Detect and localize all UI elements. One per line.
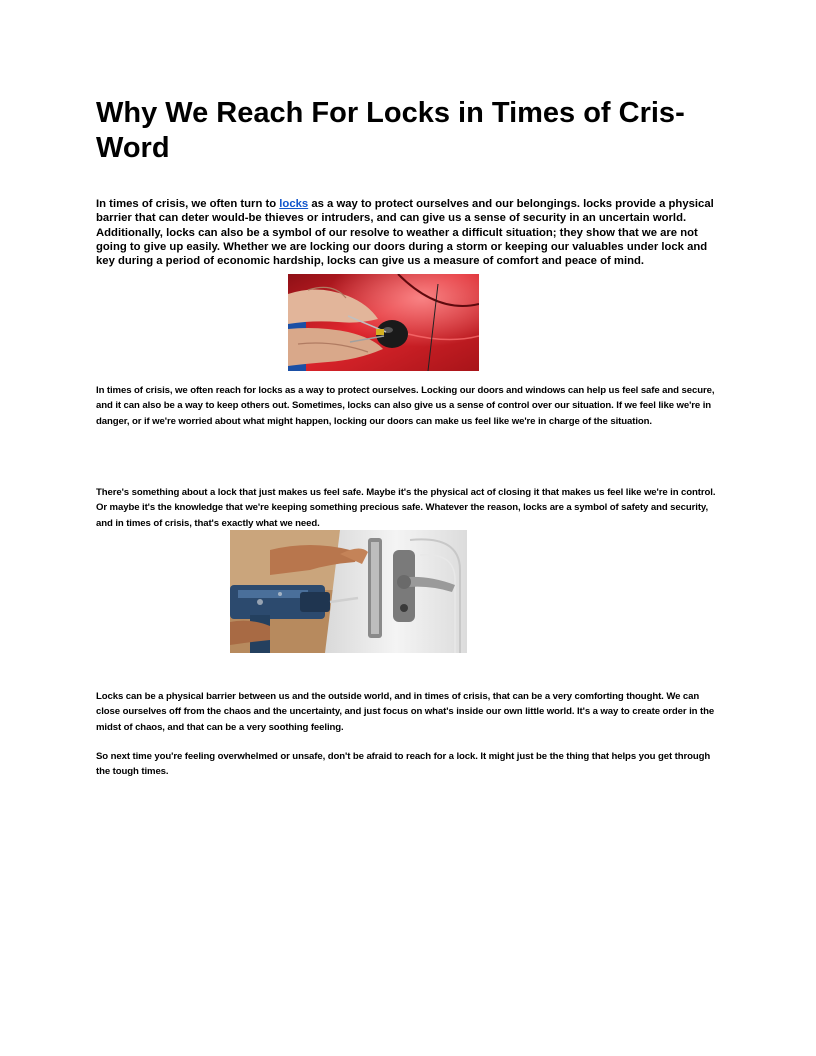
article-title: Why We Reach For Locks in Times of Cris-Word bbox=[96, 97, 685, 164]
paragraph-4: Locks can be a physical barrier between us and the outside world, and in times of crisis, that can be a very comforting thought. We can close ourselves off from the chaos and the uncertainty, and just focus on what's inside our own little world. It's a way to create order in the midst of chaos, and that can be a very soothing feeling. bbox=[96, 691, 715, 733]
intro-text-start: In times of crisis, we often turn to bbox=[96, 198, 280, 210]
intro-text-end: as a way to protect ourselves and our belongings. locks provide a physical barrier that can deter would-be thieves or intruders, and can give us a sense of security in an uncertain world. Additionally, locks can also be a symbol of our resolve to weather a difficult situation; they show that we are not going to give up easily. Whether we are locking our doors during a storm or keeping our valuables under lock and key during a period of economic hardship, locks can give us a measure of comfort and peace of mind. bbox=[96, 198, 714, 268]
door-lock-photo bbox=[230, 530, 467, 653]
car-lock-illustration bbox=[288, 274, 479, 371]
intro-paragraph bbox=[96, 197, 726, 268]
locks-link[interactable]: locks bbox=[279, 198, 309, 210]
paragraph-2: In times of crisis, we often reach for locks as a way to protect ourselves. Locking our doors and windows can help us feel safe and secure, and it can also be a way to keep others out. Sometimes, locks can also give us a sense of control over our situation. If we feel like we're in danger, or if we're worried about what might happen, locking our doors can make us feel like we're in charge of the situation. bbox=[96, 385, 715, 427]
door-lock-illustration bbox=[230, 530, 467, 653]
paragraph-3: There's something about a lock that just makes us feel safe. Maybe it's the physical act of closing it that makes us feel like we're in control. Or maybe it's the knowledge that we're keeping something precious safe. Whatever the reason, locks are a symbol of safety and security, and in times of crisis, that's exactly what we need. bbox=[96, 487, 716, 529]
paragraph-5: So next time you're feeling overwhelmed or unsafe, don't be afraid to reach for a lock. It might just be the thing that helps you get through the tough times. bbox=[96, 751, 711, 778]
car-lock-photo bbox=[288, 274, 479, 371]
